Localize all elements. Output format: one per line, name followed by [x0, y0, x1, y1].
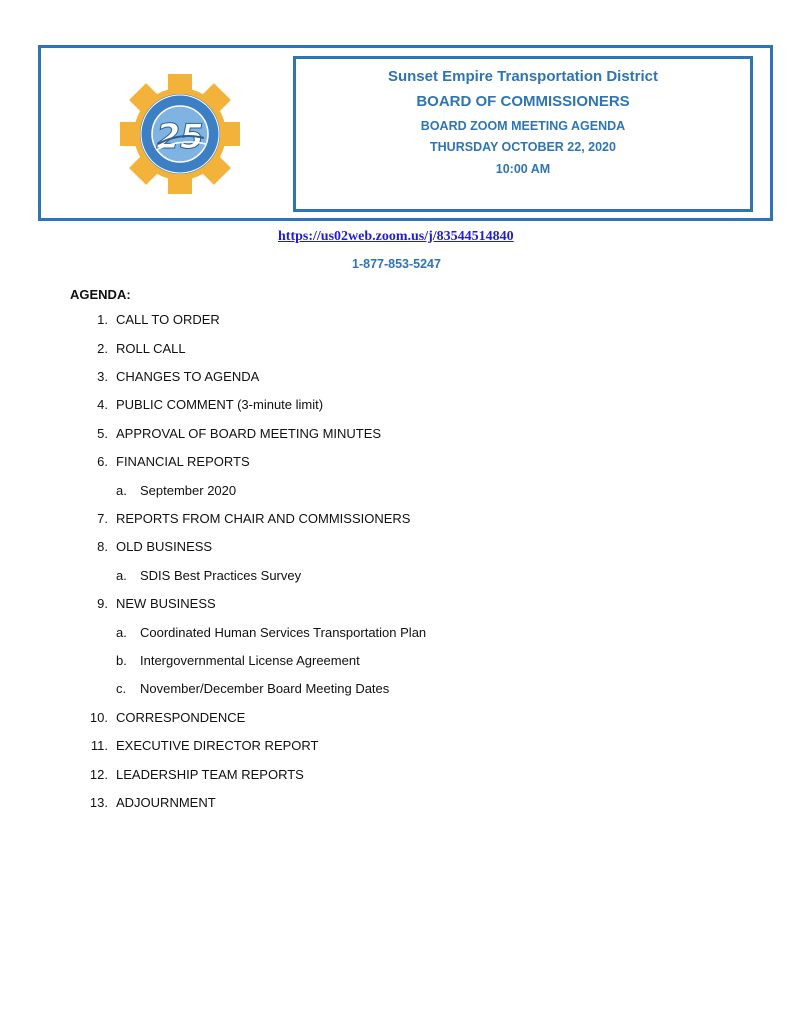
item-text: ROLL CALL	[116, 341, 186, 356]
agenda-item	[84, 738, 319, 753]
agenda-subitem	[116, 681, 389, 696]
agenda-item	[84, 369, 259, 384]
subitem-letter: a.	[116, 568, 127, 583]
agenda-subitem	[116, 568, 301, 583]
item-number: 11.	[90, 738, 108, 753]
agenda-item	[84, 710, 245, 725]
agenda-item	[84, 397, 323, 412]
agenda-heading: AGENDA:	[70, 287, 131, 302]
zoom-meeting-link[interactable]: https://us02web.zoom.us/j/83544514840	[278, 229, 514, 244]
meeting-title-box	[293, 56, 753, 212]
item-number: 10.	[89, 710, 108, 725]
organization-name: Sunset Empire Transportation District	[387, 68, 659, 85]
item-text: PUBLIC COMMENT (3-minute limit)	[116, 397, 324, 412]
district-25th-anniversary-logo	[118, 72, 242, 196]
agenda-item	[84, 312, 220, 327]
subitem-letter: a.	[116, 625, 127, 640]
item-text: REPORTS FROM CHAIR AND COMMISSIONERS	[116, 511, 411, 526]
logo-number-25: 25	[156, 117, 204, 157]
agenda-subitem	[116, 625, 426, 640]
subitem-text: September 2020	[140, 483, 237, 498]
item-number: 2.	[97, 341, 108, 356]
subitem-letter: a.	[116, 483, 127, 498]
meeting-time: 10:00 AM	[495, 162, 551, 176]
meeting-type: BOARD ZOOM MEETING AGENDA	[420, 119, 626, 133]
agenda-item	[84, 795, 216, 810]
item-number: 7.	[97, 511, 108, 526]
item-text: CORRESPONDENCE	[116, 710, 246, 725]
agenda-item	[84, 341, 186, 356]
item-text: OLD BUSINESS	[116, 539, 213, 554]
item-number: 6.	[97, 454, 108, 469]
item-text: CALL TO ORDER	[116, 312, 220, 327]
item-text: APPROVAL OF BOARD MEETING MINUTES	[116, 426, 382, 441]
agenda-item	[84, 454, 250, 469]
item-number: 9.	[97, 596, 108, 611]
agenda-item	[84, 511, 410, 526]
subitem-text: Coordinated Human Services Transportation Plan	[140, 625, 427, 640]
item-text: FINANCIAL REPORTS	[116, 454, 250, 469]
agenda-item	[84, 767, 304, 782]
subitem-text: Intergovernmental License Agreement	[140, 653, 360, 668]
item-text: LEADERSHIP TEAM REPORTS	[116, 767, 304, 782]
item-text: CHANGES TO AGENDA	[116, 369, 260, 384]
agenda-item	[84, 539, 212, 554]
agenda-subitem	[116, 483, 236, 498]
agenda-item	[84, 426, 381, 441]
item-number: 1.	[97, 312, 108, 327]
item-number: 8.	[97, 539, 108, 554]
item-text: NEW BUSINESS	[116, 596, 216, 611]
item-text: EXECUTIVE DIRECTOR REPORT	[116, 738, 319, 753]
subitem-letter: c.	[116, 681, 127, 696]
item-number: 3.	[97, 369, 108, 384]
item-number: 5.	[97, 426, 108, 441]
subitem-text: SDIS Best Practices Survey	[140, 568, 302, 583]
item-number: 4.	[97, 397, 108, 412]
item-number: 13.	[89, 795, 108, 810]
item-text: ADJOURNMENT	[116, 795, 216, 810]
meeting-date: THURSDAY OCTOBER 22, 2020	[430, 140, 616, 154]
subitem-text: November/December Board Meeting Dates	[140, 681, 390, 696]
subitem-letter: b.	[116, 653, 127, 668]
item-number: 12.	[89, 767, 108, 782]
dial-in-phone: 1-877-853-5247	[352, 257, 441, 271]
agenda-item	[84, 596, 216, 611]
board-name: BOARD OF COMMISSIONERS	[416, 93, 630, 110]
agenda-subitem	[116, 653, 360, 668]
